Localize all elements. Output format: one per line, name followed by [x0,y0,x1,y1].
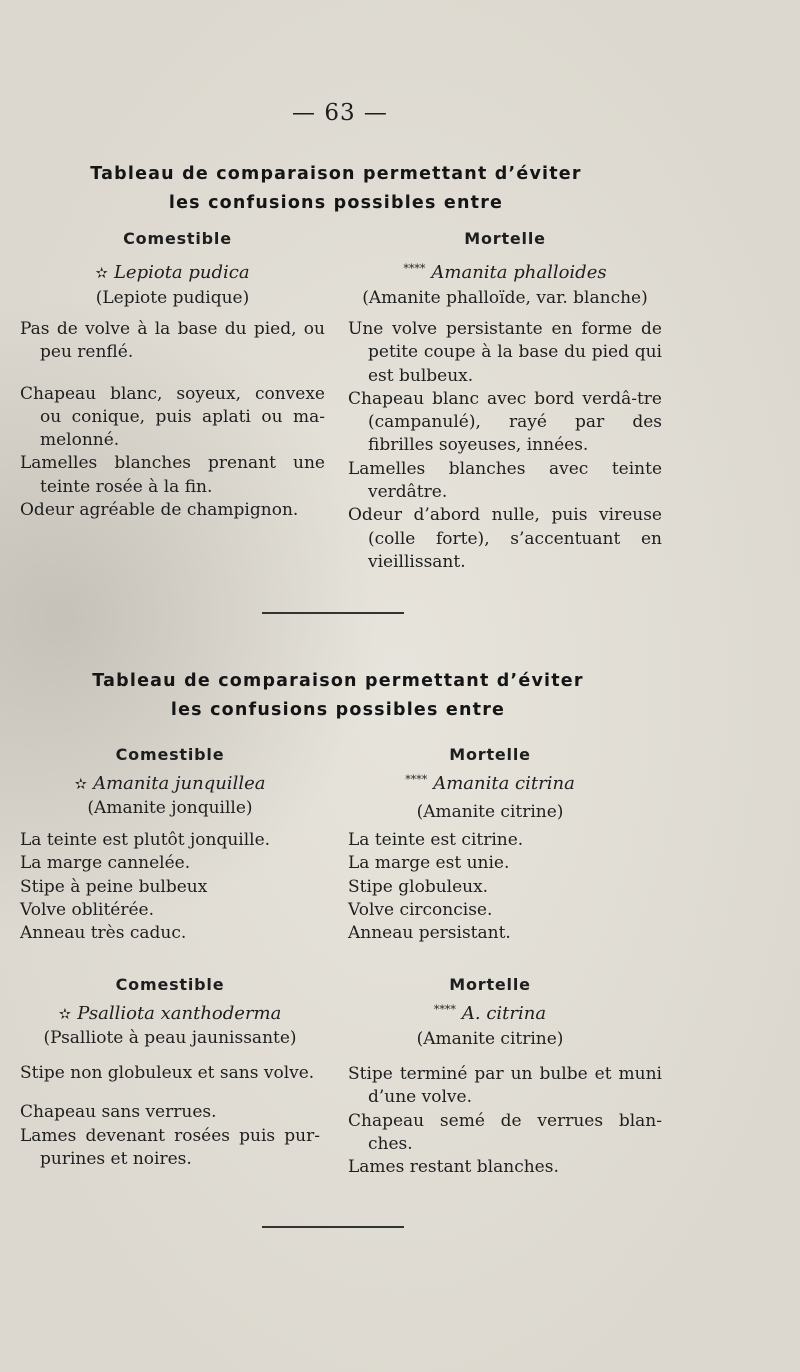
description-paragraph: Odeur agréable de champignon. [20,500,299,521]
section-divider [262,612,404,614]
description-paragraph: Stipe non globuleux et sans volve. [20,1063,315,1083]
description-paragraph: Chapeau blanc avec bord verdâ-tre (campanulé), rayé par des fibrilles soyeuses, innées. [348,388,662,456]
species-label: A. citrina [461,1003,547,1024]
species-name [20,262,325,283]
species-label: Amanita citrina [433,773,575,794]
comestible-heading: Comestible [115,745,225,764]
species-label: Lepiota pudica [113,262,250,283]
species-label: Amanita junquillea [93,773,266,794]
characteristic-line: Anneau persistant. [348,923,511,944]
characteristic-line: Stipe globuleux. [348,876,489,897]
description [348,1063,662,1179]
characteristic-line: Stipe à peine bulbeux [20,876,208,897]
species-label: Amanita phalloides [431,262,607,283]
common-name: (Amanite jonquille) [87,798,253,818]
common-name: (Lepiote pudique) [95,288,250,308]
description-paragraph: Chapeau semé de verrues blan-ches. [348,1110,662,1154]
table1-title-line1: Tableau de comparaison permettant d’éviter [90,164,582,184]
common-name: (Amanite citrine) [416,802,564,822]
characteristics-list [348,829,662,945]
characteristics-list [20,829,320,945]
description-paragraph: Lamelles blanches prenant une teinte rosée à la fin. [20,453,325,497]
description-paragraph: Lamelles blanches avec teinte verdâtre. [348,458,662,503]
species-name [20,773,320,794]
mortelle-heading: Mortelle [449,745,531,764]
common-name: (Amanite phalloïde, var. blanche) [362,288,648,308]
danger-stars-icon: **** [403,262,426,275]
table1-right-column [348,229,662,574]
mortelle-heading: Mortelle [464,229,546,248]
star-icon: ✫ [95,264,108,282]
description-paragraph: Odeur d’abord nulle, puis vireuse (colle forte), s’accentuant en vieillissant. [348,505,662,572]
danger-stars-icon: **** [405,773,428,786]
species-name [348,773,662,794]
description-paragraph: Une volve persistante en forme de petite coupe à la base du pied qui est bulbeux. [348,319,662,386]
comestible-heading: Comestible [115,975,225,994]
table2-pair1-left [20,745,320,945]
characteristic-line: Anneau très caduc. [20,923,187,944]
description-paragraph: Lames restant blanches. [348,1157,559,1178]
section-divider [262,1226,404,1228]
characteristic-line: Volve circoncise. [348,899,493,920]
table1-title [0,160,672,218]
common-name: (Psalliote à peau jaunissante) [43,1028,297,1048]
description-paragraph: Chapeau sans verrues. [20,1102,217,1123]
characteristic-line: La marge est unie. [348,853,510,874]
table2-title [0,667,676,725]
mortelle-heading: Mortelle [449,975,531,994]
description [348,318,662,574]
page-number: — 63 — [292,100,388,126]
description-paragraph: Lames devenant rosées puis pur-purines et noires. [20,1125,320,1169]
characteristic-line: La teinte est plutôt jonquille. [20,830,271,850]
comestible-heading: Comestible [123,229,232,248]
description-paragraph: Pas de volve à la base du pied, ou peu renflé. [20,319,325,363]
species-name [348,262,662,283]
table2-pair2-right [348,975,662,1179]
common-name: (Amanite citrine) [416,1029,564,1049]
table2-pair1-right [348,745,662,945]
star-icon: ✫ [58,1005,72,1023]
description-paragraph: Stipe terminé par un bulbe et muni d’une volve. [348,1064,662,1108]
table1-title-line2: les confusions possibles entre [168,193,504,213]
characteristic-line: La marge cannelée. [20,853,191,874]
species-name [348,1003,662,1024]
star-icon: ✫ [74,775,88,793]
table2-title-line2: les confusions possibles entre [170,700,506,720]
danger-stars-icon: **** [433,1003,456,1016]
table2-title-line1: Tableau de comparaison permettant d’éviter [92,671,584,691]
characteristic-line: La teinte est citrine. [348,830,524,850]
description-paragraph: Chapeau blanc, soyeux, convexe ou conique, puis aplati ou ma-melonné. [20,383,325,451]
description [20,1062,320,1171]
description [20,318,325,522]
species-name [20,1003,320,1024]
table1-left-column [20,229,325,522]
table2-pair2-left [20,975,320,1171]
species-label: Psalliota xanthoderma [77,1003,282,1024]
characteristic-line: Volve oblitérée. [20,899,154,920]
